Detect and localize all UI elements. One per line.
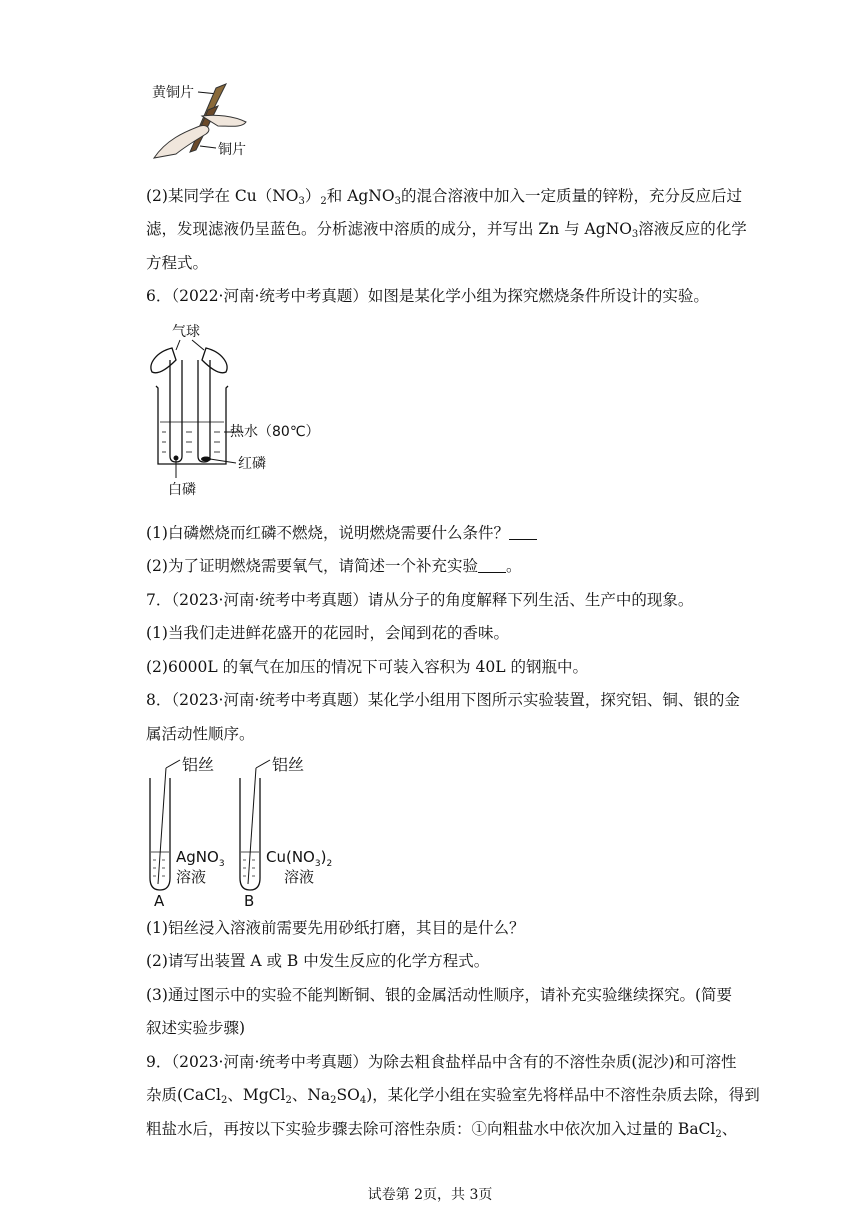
label-tube-a: A bbox=[154, 892, 165, 908]
q6-stem: 6．（2022·河南·统考中考真题）如图是某化学小组为探究燃烧条件所设计的实验。 bbox=[146, 287, 709, 305]
label-solution-a: 溶液 bbox=[176, 868, 207, 886]
label-solution-b: 溶液 bbox=[284, 868, 315, 886]
label-cuno32: $Cu(NO_3)_2$ bbox=[266, 848, 333, 869]
q8-sub3-line1: (3)通过图示中的实验不能判断铜、银的金属活动性顺序，请补充实验继续探究。(简要 bbox=[146, 986, 733, 1004]
q5-2-line2: 滤，发现滤液仍呈蓝色。分析滤液中溶质的成分，并写出 Zn 与 AgNO$_3$溶液反应的化学 bbox=[146, 220, 747, 240]
brass-copper-figure bbox=[146, 80, 256, 166]
q7-sub1: (1)当我们走进鲜花盛开的花园时，会闻到花的香味。 bbox=[146, 624, 509, 642]
q7-stem: 7．（2023·河南·统考中考真题）请从分子的角度解释下列生活、生产中的现象。 bbox=[146, 591, 694, 609]
q6-sub2: (2)为了证明燃烧需要氧气，请简述一个补充实验 。 bbox=[146, 557, 522, 575]
label-copper: 铜片 bbox=[218, 142, 246, 158]
label-brass: 黄铜片 bbox=[152, 85, 194, 101]
label-balloon: 气球 bbox=[172, 324, 200, 340]
label-al-wire-a: 铝丝 bbox=[182, 755, 215, 774]
label-red-phosphorus: 红磷 bbox=[238, 456, 266, 472]
page-footer: 试卷第 2页，共 3页 bbox=[367, 1187, 493, 1203]
q7-sub2: (2)6000L 的氧气在加压的情况下可装入容积为 40L 的钢瓶中。 bbox=[146, 658, 588, 676]
q9-line3: 粗盐水后，再按以下实验步骤去除可溶性杂质：①向粗盐水中依次加入过量的 BaCl$_2$、 bbox=[146, 1120, 738, 1140]
label-agno3: AgNO$_3$ bbox=[176, 848, 225, 869]
q5-2-line1: (2)某同学在 $Cu(NO_3)_2$和 AgNO$_3$的混合溶液中加入一定质量的锌粉，充分反应后过 bbox=[146, 187, 742, 207]
test-tubes-figure bbox=[146, 750, 346, 908]
q8-sub2: (2)请写出装置 A 或 B 中发生反应的化学方程式。 bbox=[146, 952, 490, 970]
combustion-beaker-figure bbox=[146, 320, 326, 500]
label-tube-b: B bbox=[244, 892, 255, 908]
q8-sub3-line2: 叙述实验步骤) bbox=[146, 1019, 246, 1037]
q9-line2: 杂质(CaCl$_2$、MgCl$_2$、$Na_2SO_4$)，某化学小组在实验室先将样品中不溶性杂质去除，得到 bbox=[146, 1086, 760, 1106]
label-white-phosphorus: 白磷 bbox=[168, 482, 196, 498]
q8-sub1: (1)铝丝浸入溶液前需要先用砂纸打磨，其目的是什么？ bbox=[146, 919, 525, 937]
label-hot-water: 热水（80℃） bbox=[230, 424, 320, 440]
q8-stem2: 属活动性顺序。 bbox=[146, 725, 255, 743]
q5-2-line3: 方程式。 bbox=[146, 254, 209, 272]
answer-blank bbox=[478, 558, 506, 573]
answer-blank bbox=[509, 525, 537, 540]
q8-stem1: 8．（2023·河南·统考中考真题）某化学小组用下图所示实验装置，探究铝、铜、银的金 bbox=[146, 691, 740, 709]
q6-sub1: (1)白磷燃烧而红磷不燃烧，说明燃烧需要什么条件？ bbox=[146, 523, 537, 543]
q9-line1: 9．（2023·河南·统考中考真题）为除去粗食盐样品中含有的不溶性杂质(泥沙)和可溶性 bbox=[146, 1053, 737, 1071]
label-al-wire-b: 铝丝 bbox=[272, 755, 305, 774]
